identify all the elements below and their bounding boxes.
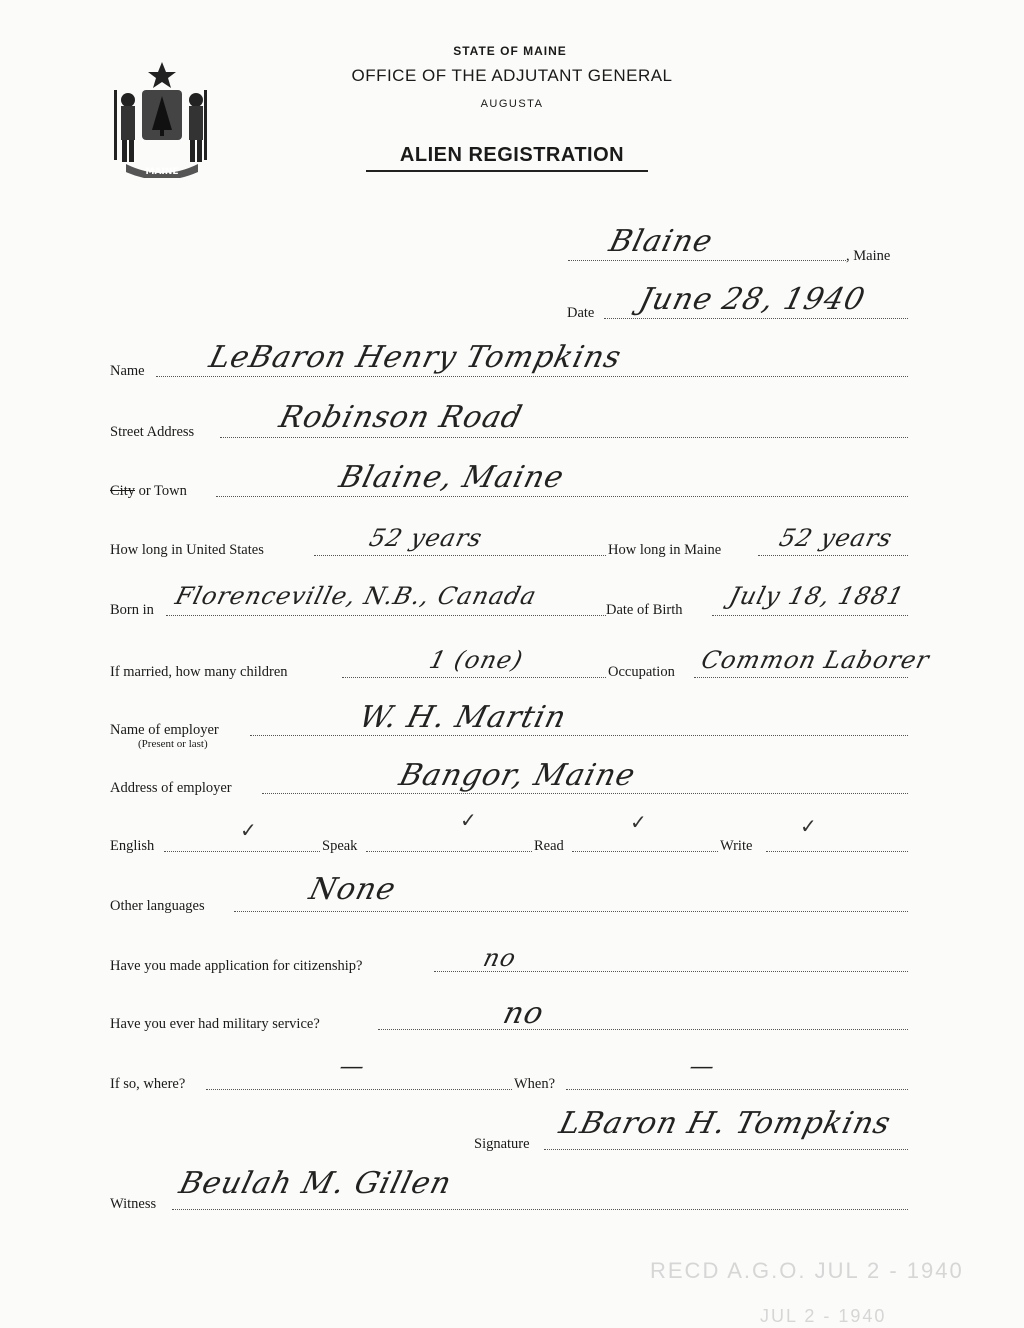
read-line [572, 851, 718, 852]
employer-label: Name of employer [110, 722, 219, 738]
write-line [766, 851, 908, 852]
emp-address-label: Address of employer [110, 780, 232, 796]
when-label: When? [514, 1076, 556, 1092]
emp-address-value: Bangor, Maine [395, 758, 640, 793]
header-city: AUGUSTA [480, 98, 544, 110]
street-value: Robinson Road [275, 400, 527, 435]
occupation-value: Common Laborer [698, 646, 933, 674]
city-line [216, 496, 908, 497]
received-stamp: RECD A.G.O. JUL 2 - 1940 [650, 1258, 964, 1283]
speak-label: Speak [322, 838, 358, 854]
witness-label: Witness [110, 1196, 157, 1212]
when-line [566, 1089, 908, 1090]
us-line [314, 555, 606, 556]
where-label: If so, where? [110, 1076, 186, 1092]
born-line [166, 615, 606, 616]
military-line [378, 1029, 908, 1030]
witness-line [172, 1209, 908, 1210]
us-label: How long in United States [110, 542, 264, 558]
seal-banner-text: MAINE [145, 167, 179, 177]
citizenship-value: no [480, 944, 520, 972]
english-line [164, 851, 320, 852]
write-label: Write [720, 838, 753, 854]
street-line [220, 437, 908, 438]
children-label: If married, how many children [110, 664, 288, 680]
other-lang-label: Other languages [110, 898, 205, 914]
occupation-line [694, 677, 908, 678]
employer-line [250, 735, 908, 736]
where-line [206, 1089, 512, 1090]
read-label: Read [534, 838, 564, 854]
city-value: Blaine, Maine [335, 460, 568, 495]
born-label: Born in [110, 602, 154, 618]
form-title: ALIEN REGISTRATION [399, 144, 625, 166]
date-label: Date [567, 305, 595, 321]
citizenship-label: Have you made application for citizenship? [110, 958, 363, 974]
us-value: 52 years [366, 524, 486, 552]
dob-label: Date of Birth [606, 602, 683, 618]
header-office: OFFICE OF THE ADJUTANT GENERAL [351, 66, 673, 85]
name-label: Name [110, 363, 145, 379]
place-value: Blaine [605, 224, 717, 259]
english-check: ✓ [240, 818, 257, 842]
town-label: or Town [138, 483, 187, 499]
signature-value: LBaron H. Tompkins [555, 1106, 895, 1141]
witness-value: Beulah M. Gillen [175, 1166, 456, 1201]
street-label: Street Address [110, 424, 195, 440]
place-line [568, 260, 846, 261]
other-lang-line [234, 911, 908, 912]
date-line [604, 318, 908, 319]
speak-line [366, 851, 532, 852]
occupation-label: Occupation [608, 664, 675, 680]
military-value: no [499, 996, 548, 1031]
when-value: — [686, 1052, 719, 1080]
title-underline [366, 170, 648, 172]
signature-label: Signature [474, 1136, 530, 1152]
place-suffix: , Maine [846, 248, 891, 264]
born-value: Florenceville, N.B., Canada [172, 582, 540, 610]
maine-label: How long in Maine [608, 542, 722, 558]
children-value: 1 (one) [426, 646, 527, 674]
employer-sublabel: (Present or last) [138, 738, 208, 750]
city-town-label [110, 483, 187, 500]
name-value: LeBaron Henry Tompkins [205, 340, 626, 375]
other-lang-value: None [305, 872, 400, 907]
maine-line [758, 555, 908, 556]
received-stamp-2: JUL 2 - 1940 [760, 1306, 887, 1326]
children-line [342, 677, 606, 678]
english-label: English [110, 838, 155, 854]
maine-value: 52 years [776, 524, 896, 552]
signature-line [544, 1149, 908, 1150]
write-check: ✓ [800, 814, 817, 838]
speak-check: ✓ [460, 808, 477, 832]
city-word-struck: City [110, 483, 135, 499]
date-value: June 28, 1940 [635, 282, 869, 317]
emp-address-line [262, 793, 908, 794]
name-line [156, 376, 908, 377]
dob-line [712, 615, 908, 616]
where-value: — [336, 1052, 369, 1080]
employer-value: W. H. Martin [355, 700, 571, 735]
header-state: STATE OF MAINE [453, 44, 567, 58]
dob-value: July 18, 1881 [726, 582, 908, 610]
military-label: Have you ever had military service? [110, 1016, 320, 1032]
read-check: ✓ [630, 810, 647, 834]
